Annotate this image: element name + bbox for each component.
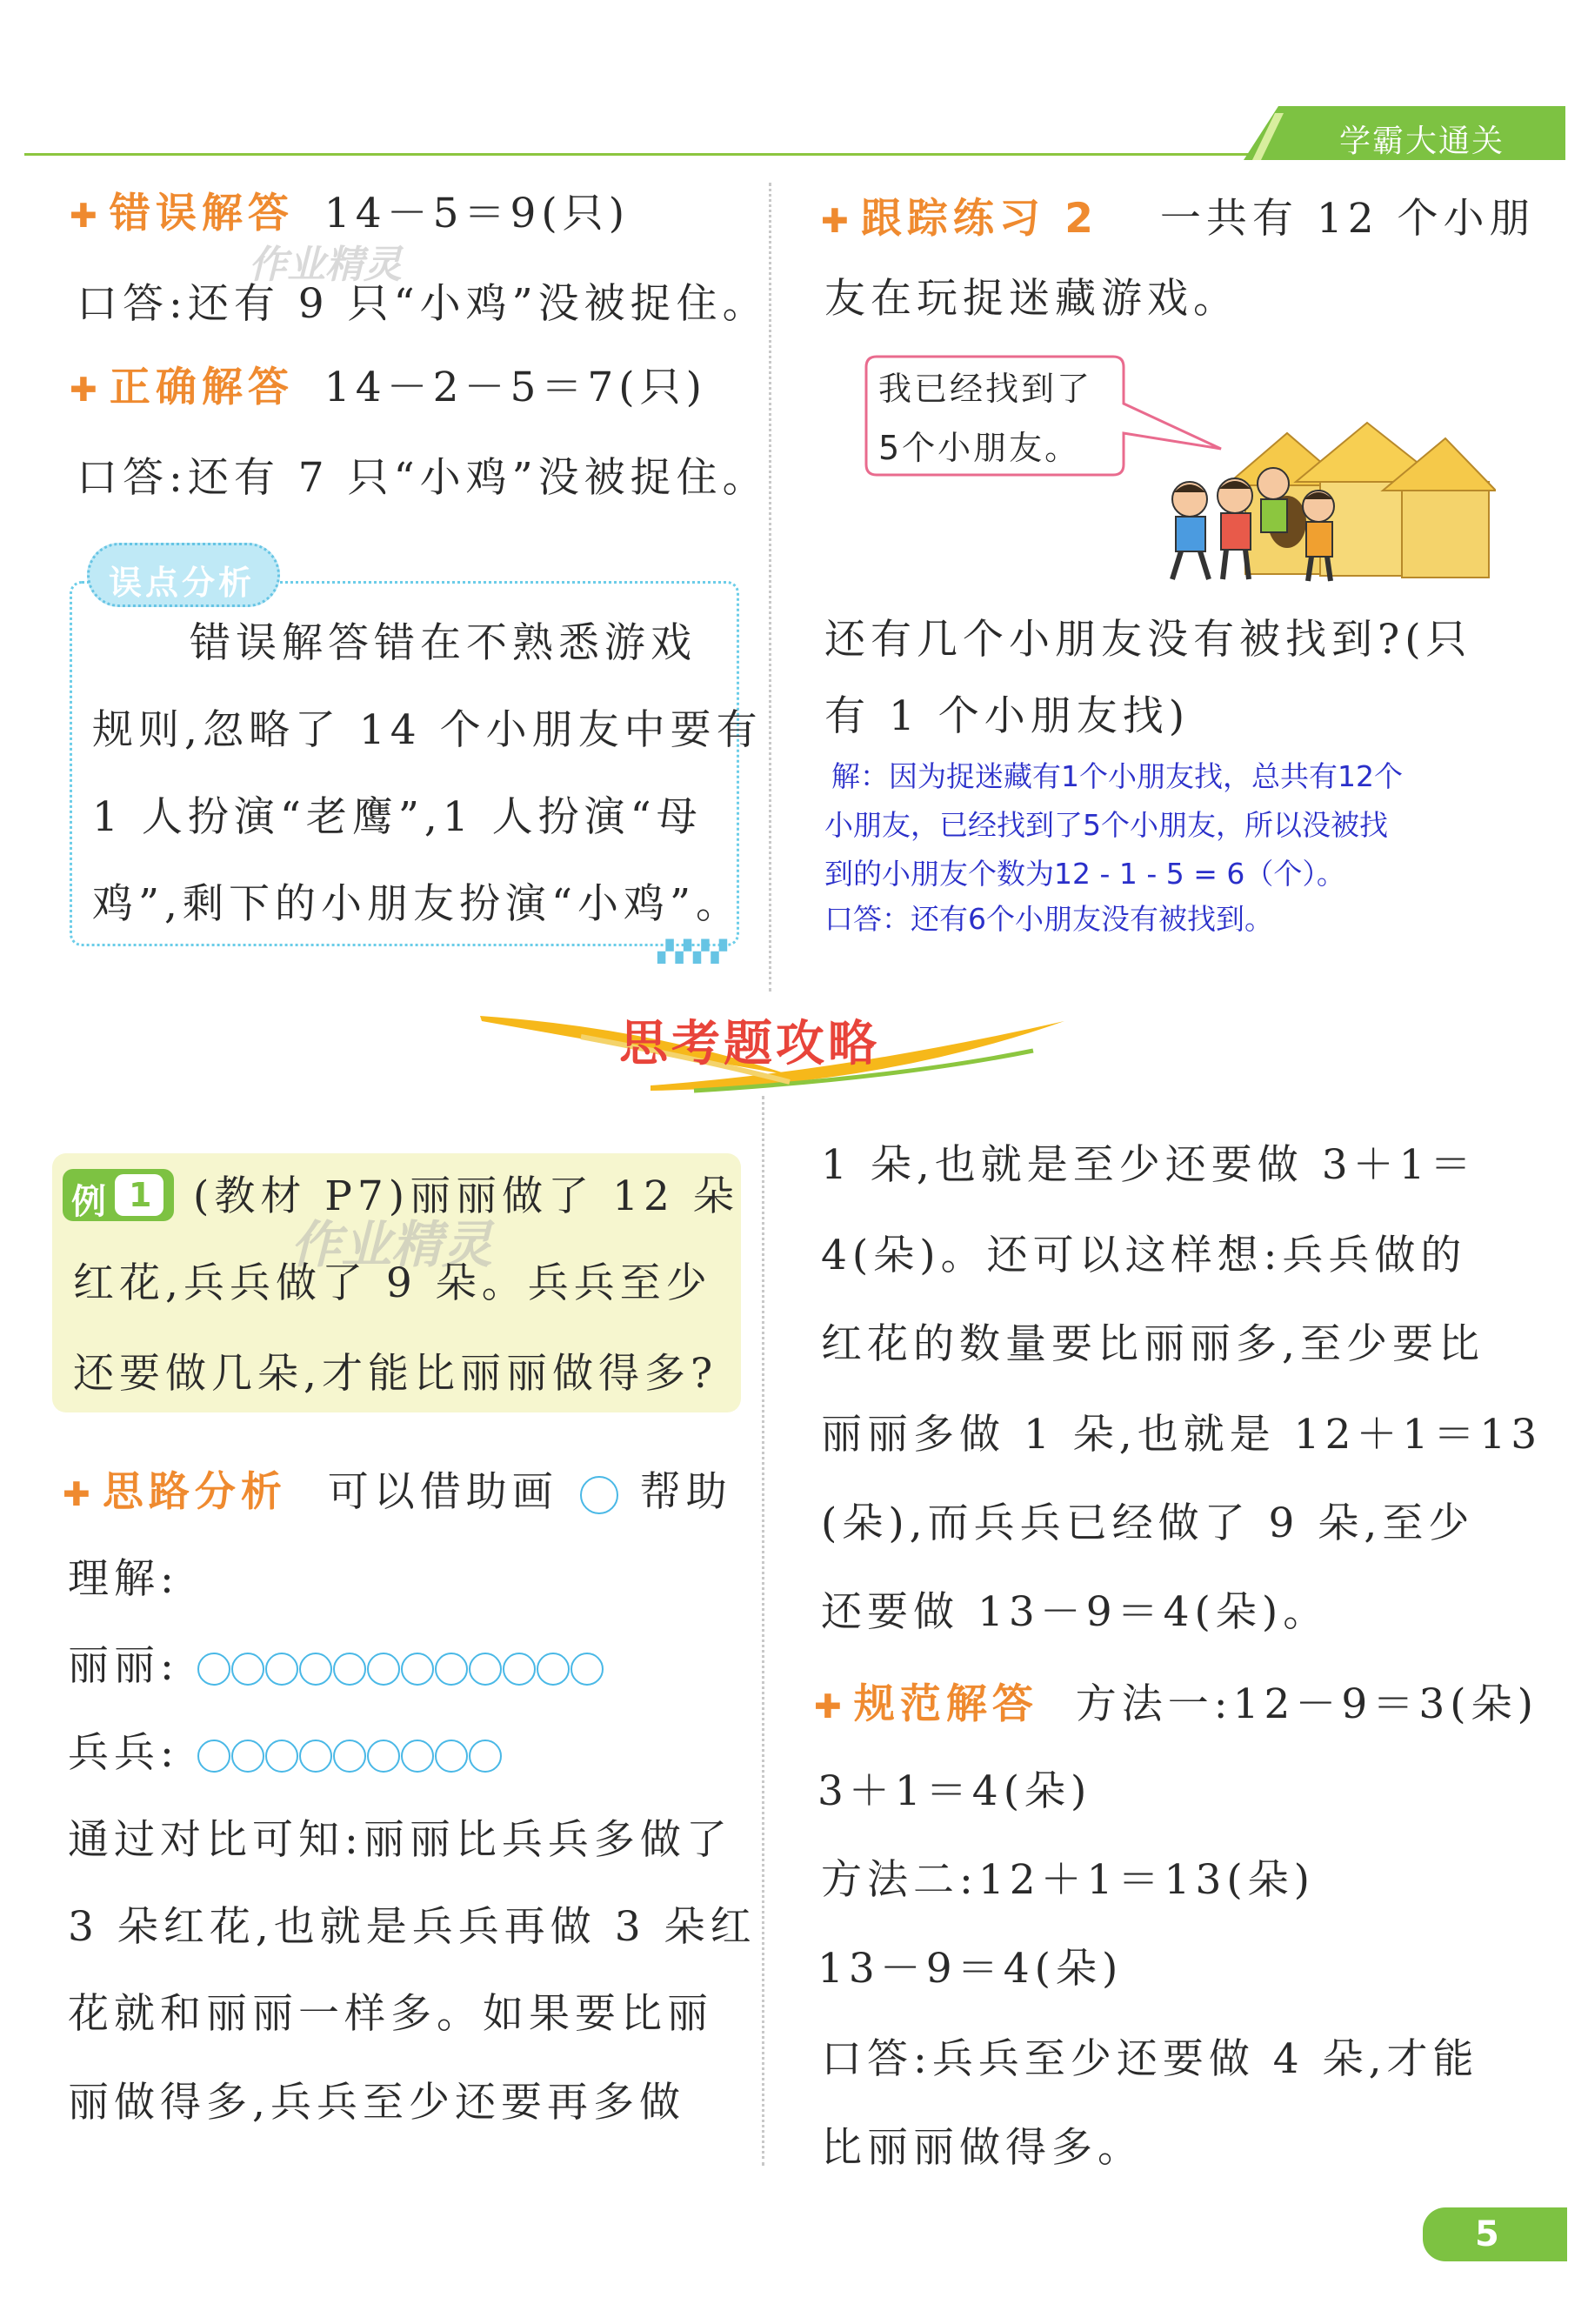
circle-icon — [503, 1653, 536, 1686]
example-badge-num-text: 1 — [129, 1176, 152, 1214]
circle-icon — [570, 1653, 604, 1686]
watermark: 作业精灵 — [249, 243, 402, 287]
wrong-answer-line: ✚ 错误解答 14－5＝9(只) — [70, 190, 631, 237]
compare-line-3: 花就和丽丽一样多。如果要比丽 — [68, 1990, 713, 2038]
analysis-tag — [87, 543, 280, 607]
circle-icon — [197, 1740, 230, 1773]
circle-icon — [299, 1740, 332, 1773]
bingbing-label: 兵兵: — [68, 1729, 179, 1777]
example-line-2: 红花,兵兵做了 9 朵。兵兵至少 — [73, 1259, 712, 1307]
bubble-line-2: 5个小朋友。 — [878, 429, 1081, 467]
analysis-line-2: 规则,忽略了 14 个小朋友中要有 — [92, 706, 763, 754]
wrong-answer-reply: 口答:还有 9 只“小鸡”没被捉住。 — [77, 280, 769, 328]
compare-line-4: 丽做得多,兵兵至少还要再多做 — [68, 2079, 685, 2127]
circle-icon — [333, 1740, 366, 1773]
continue-line-5: (朵),而兵兵已经做了 9 朵,至少 — [821, 1499, 1475, 1547]
solution-line-4: 口答：还有6个小朋友没有被找到。 — [824, 902, 1273, 936]
track-ask-line-2: 有 1 个小朋友找) — [824, 692, 1191, 740]
page-number-tab — [1423, 2207, 1567, 2261]
circle-icon — [537, 1653, 570, 1686]
correct-answer-expression: 14－2－5＝7(只) — [324, 364, 707, 411]
thinking-line: ✚ 思路分析 可以借助画 帮助 — [63, 1468, 732, 1516]
continue-line-4: 丽丽多做 1 朵,也就是 12＋1＝13 — [821, 1411, 1543, 1459]
track-question-2: 友在玩捉迷藏游戏。 — [824, 275, 1239, 323]
example-badge — [63, 1169, 174, 1221]
circle-icon — [469, 1740, 502, 1773]
analysis-deco: ▞▞▞▞ — [657, 939, 729, 964]
example-line-3: 还要做几朵,才能比丽丽做得多? — [73, 1350, 718, 1398]
thinking-line-2: 理解: — [68, 1555, 179, 1603]
circle-icon — [469, 1653, 502, 1686]
circle-icon — [401, 1653, 434, 1686]
circle-icon — [197, 1653, 230, 1686]
bingbing-row — [68, 1729, 503, 1777]
standard-line-4: 13－9＝4(朵) — [817, 1945, 1124, 1993]
circle-icon — [435, 1740, 468, 1773]
wrong-answer-expression: 14－5＝9(只) — [324, 190, 631, 237]
track-question-1: 一共有 12 个小朋 — [1159, 195, 1536, 243]
standard-line-6: 比丽丽做得多。 — [821, 2124, 1144, 2172]
circle-icon — [435, 1653, 468, 1686]
solution-line-3: 到的小朋友个数为12 - 1 - 5 = 6（个）。 — [824, 857, 1345, 891]
track-ask-line-1: 还有几个小朋友没有被找到?(只 — [824, 616, 1472, 664]
hide-and-seek-illustration — [1165, 409, 1496, 591]
circle-icon — [231, 1740, 264, 1773]
track-practice-line: ✚ 跟踪练习 2 一共有 12 个小朋 — [821, 195, 1536, 243]
circle-icon — [231, 1653, 264, 1686]
analysis-line-3: 1 人扮演“老鹰”,1 人扮演“母 — [92, 793, 703, 841]
continue-line-2: 4(朵)。还可以这样想:兵兵做的 — [821, 1232, 1467, 1279]
standard-line-5: 口答:兵兵至少还要做 4 朵,才能 — [821, 2035, 1479, 2083]
standard-answer-line: ✚ 规范解答 方法一:12－9＝3(朵) — [814, 1680, 1538, 1728]
circle-icon — [333, 1653, 366, 1686]
continue-line-3: 红花的数量要比丽丽多,至少要比 — [821, 1320, 1485, 1368]
correct-answer-label: 正确解答 — [109, 364, 294, 411]
page-number: 5 — [1475, 2214, 1499, 2254]
circle-icon — [367, 1653, 400, 1686]
lili-circles — [197, 1642, 604, 1690]
continue-line-1: 1 朵,也就是至少还要做 3＋1＝ — [821, 1141, 1477, 1189]
standard-answer-label: 规范解答 — [853, 1680, 1038, 1728]
solution-line-1: 解：因为捉迷藏有1个小朋友找，总共有12个 — [831, 759, 1403, 793]
example-badge-prefix: 例 — [71, 1182, 106, 1222]
circle-icon — [265, 1653, 298, 1686]
header-tag-text: 学霸大通关 — [1339, 124, 1505, 159]
lili-label: 丽丽: — [68, 1642, 179, 1690]
compare-line-1: 通过对比可知:丽丽比兵兵多做了 — [68, 1816, 732, 1864]
compare-line-2: 3 朵红花,也就是兵兵再做 3 朵红 — [68, 1903, 757, 1951]
circle-icon — [401, 1740, 434, 1773]
bingbing-circles — [197, 1729, 503, 1777]
circle-icon — [367, 1740, 400, 1773]
solution-line-2: 小朋友，已经找到了5个小朋友，所以没被找 — [824, 808, 1388, 842]
analysis-line-1: 错误解答错在不熟悉游戏 — [190, 619, 697, 667]
analysis-line-4: 鸡”,剩下的小朋友扮演“小鸡”。 — [92, 880, 743, 928]
bubble-line-1: 我已经找到了 — [878, 370, 1093, 408]
section-title: 思考题攻略 — [619, 1016, 880, 1072]
circle-icon — [299, 1653, 332, 1686]
thinking-text-a: 可以借助画 — [327, 1468, 558, 1516]
correct-answer-reply: 口答:还有 7 只“小鸡”没被捉住。 — [77, 454, 769, 502]
circle-icon — [265, 1740, 298, 1773]
track-practice-label: 跟踪练习 2 — [860, 195, 1098, 243]
thinking-label: 思路分析 — [102, 1468, 287, 1516]
standard-line-1: 方法一:12－9＝3(朵) — [1075, 1680, 1538, 1728]
column-divider-bottom — [762, 1096, 764, 2166]
standard-line-3: 方法二:12＋1＝13(朵) — [821, 1856, 1316, 1904]
column-divider-top — [769, 183, 771, 992]
analysis-tag-text: 误点分析 — [109, 564, 256, 602]
header-tag — [1244, 106, 1565, 160]
wrong-answer-label: 错误解答 — [109, 190, 294, 237]
standard-line-2: 3＋1＝4(朵) — [817, 1767, 1092, 1815]
watermark-2: 作业精灵 — [290, 1215, 493, 1274]
thinking-text-b: 帮助 — [639, 1468, 732, 1516]
circle-icon — [580, 1476, 618, 1514]
correct-answer-line: ✚ 正确解答 14－2－5＝7(只) — [70, 364, 707, 411]
example-line-1: (教材 P7)丽丽做了 12 朵 — [193, 1172, 739, 1220]
continue-line-6: 还要做 13－9＝4(朵)。 — [821, 1588, 1330, 1636]
lili-row — [68, 1642, 604, 1690]
